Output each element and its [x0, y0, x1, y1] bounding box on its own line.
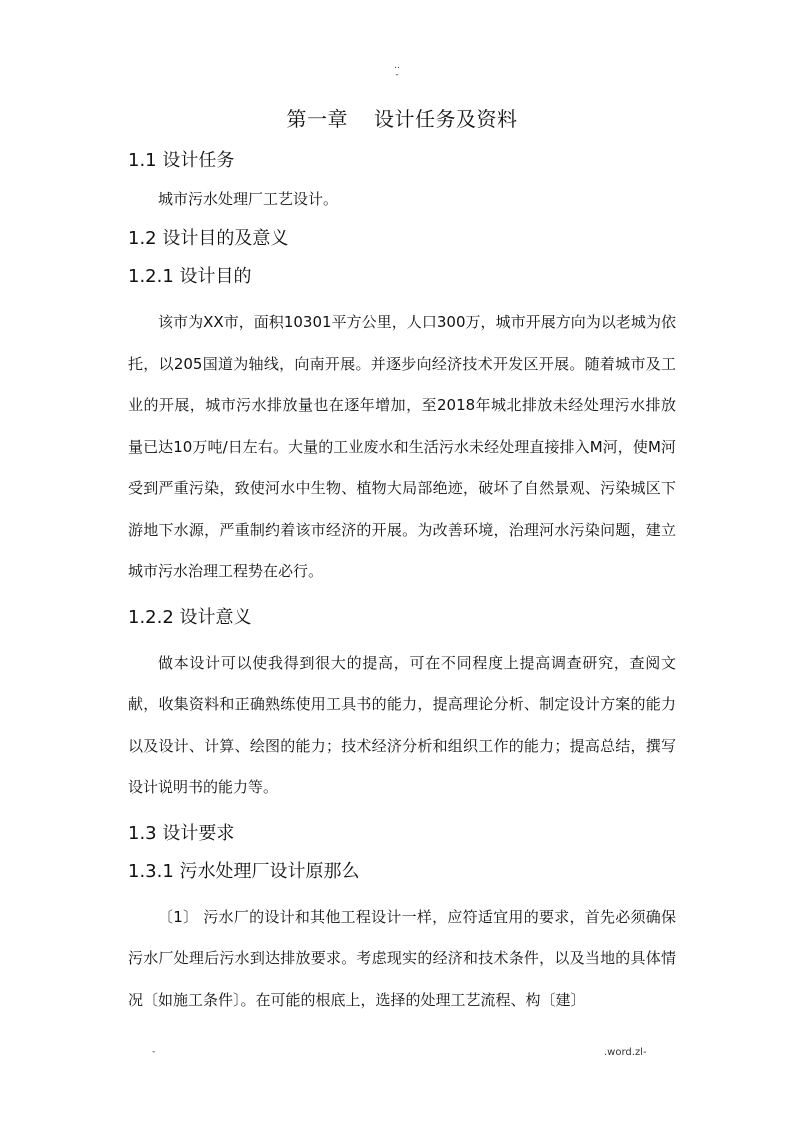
- paragraph: 该市为XX市，面积10301平方公里，人口300万，城市开展方向为以老城为依托，以205国道为轴线，向南开展。并逐步向经济技术开发区开展。随着城市及工业的开展，城市污水排放量也在逐年增加，至2018年城北排放未经处理污水排放量已达10万吨/日左右。大量的工业废水和生活污水未经处理直接排入M河，使M河受到严重污染，致使河水中生物、植物大局部绝迹，破坏了自然景观、污染城区下游地下水源，严重制约着该市经济的开展。为改善环境，治理河水污染问题，建立城市污水治理工程势在必行。: [128, 313, 676, 580]
- paragraph: 城市污水处理厂工艺设计。: [158, 190, 339, 208]
- paragraph: 〔1〕 污水厂的设计和其他工程设计一样，应符适宜用的要求，首先必须确保污水厂处理后污水到达排放要求。考虑现实的经济和技术条件，以及当地的具体情况〔如施工条件〕。在可能的根底上，选择的处理工艺流程、构〔建〕: [128, 907, 676, 1009]
- header-dots: ..: [394, 61, 400, 71]
- subsection-heading: 1.2.2 设计意义: [128, 606, 252, 628]
- page-body: [128, 104, 676, 1033]
- section-heading: 1.1 设计任务: [128, 150, 235, 171]
- footer-right: .word.zl-: [604, 1047, 647, 1058]
- section-heading: 1.2 设计目的及意义: [128, 228, 289, 249]
- subsection-heading: 1.3.1 污水处理厂设计原那么: [128, 860, 360, 882]
- paragraph: 做本设计可以使我得到很大的提高，可在不同程度上提高调查研究，查阅文献，收集资料和正确熟练使用工具书的能力，提高理论分析、制定设计方案的能力以及设计、计算、绘图的能力；技术经济分析和组织工作的能力；提高总结，撰写设计说明书的能力等。: [128, 653, 676, 796]
- header-mark: [0, 62, 794, 80]
- chapter-name: 设计任务及资料: [374, 107, 518, 131]
- chapter-title: [128, 104, 676, 134]
- section-heading: 1.3 设计要求: [128, 822, 235, 844]
- chapter-number: 第一章: [286, 107, 348, 131]
- footer-left: -: [152, 1047, 156, 1057]
- subsection-heading: 1.2.1 设计目的: [128, 266, 252, 287]
- header-dash: -: [395, 70, 399, 80]
